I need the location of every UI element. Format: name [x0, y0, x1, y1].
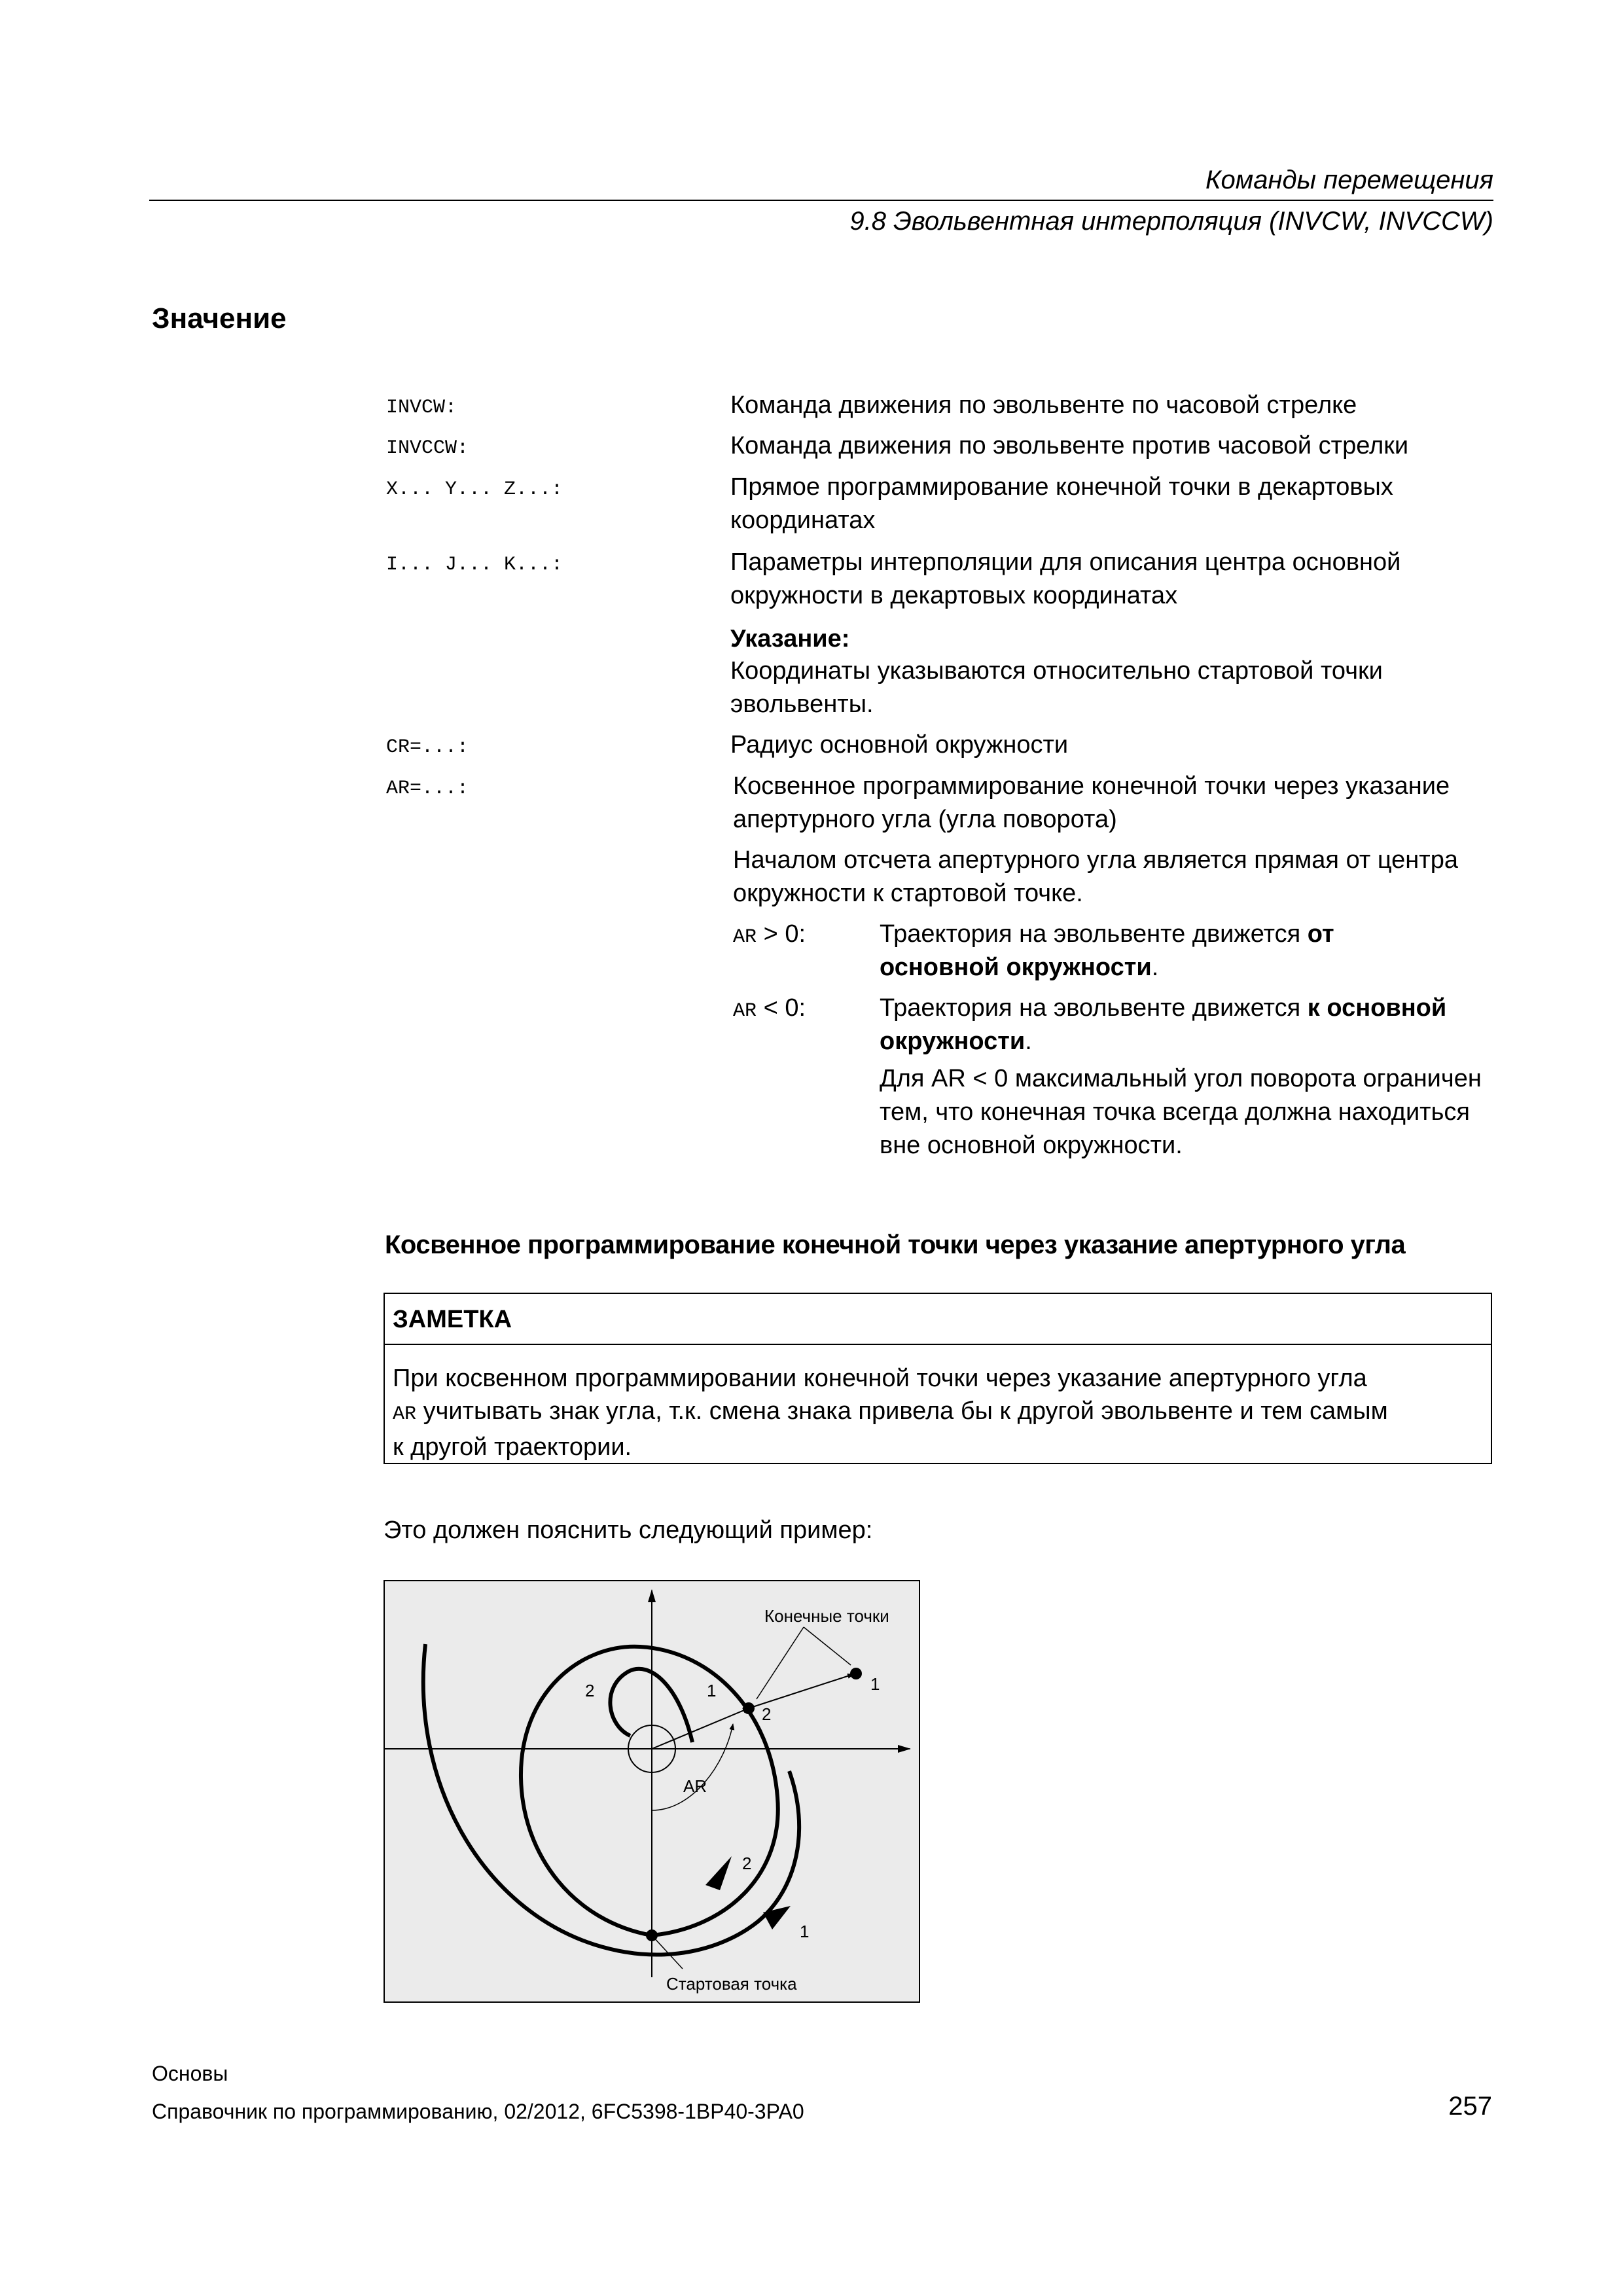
- note-title: ЗАМЕТКА: [393, 1306, 512, 1333]
- footer-reference: Справочник по программированию, 02/2012, 6FC5398-1BP40-3PA0: [152, 2100, 804, 2123]
- involute-figure: [383, 1580, 920, 2003]
- desc-invcw: Команда движения по эвольвенте по часовой стрелке: [730, 391, 1357, 419]
- header-section: 9.8 Эвольвентная интерполяция (INVCW, INVCCW): [849, 207, 1493, 236]
- note-label: Указание:: [730, 625, 850, 653]
- ar-positive-term: [733, 918, 806, 954]
- ar-positive-desc: [880, 918, 1508, 984]
- ar-positive-text: Траектория на эвольвенте движется: [880, 920, 1308, 948]
- note-body: [393, 1362, 1486, 1463]
- direction-arrow-1: [763, 1906, 791, 1929]
- ar-code: AR: [733, 1000, 757, 1022]
- section-title: Значение: [152, 302, 287, 334]
- label-ar: AR: [683, 1776, 707, 1796]
- label-curve-1: 1: [800, 1922, 810, 1941]
- note-text: Координаты указываются относительно стартовой точки эвольвенты.: [730, 657, 1383, 718]
- ar-negative-extra: Для AR < 0 максимальный угол поворота ограничен тем, что конечная точка всегда должна находиться вне основной окружности.: [880, 1065, 1482, 1159]
- term-ar: AR=...:: [386, 778, 469, 800]
- desc-ar: Косвенное программирование конечной точки через указание апертурного угла (угла поворота): [733, 772, 1450, 833]
- ar-negative-post: .: [1025, 1028, 1032, 1055]
- label-end-points: Конечные точки: [764, 1606, 889, 1626]
- label-inner-1: 1: [707, 1681, 717, 1700]
- term-invccw: INVCCW:: [386, 437, 469, 459]
- ar-positive-bold-2: основной окружности: [880, 954, 1152, 981]
- label-start-point: Стартовая точка: [666, 1974, 797, 1994]
- ar-negative-text: Траектория на эвольвенте движется: [880, 994, 1308, 1022]
- direction-arrow-2: [705, 1856, 732, 1890]
- ar-negative-bold-1: к основной: [1307, 994, 1447, 1022]
- desc-ar-2: Началом отсчета апертурного угла является прямая от центра окружности к стартовой точке.: [733, 846, 1458, 907]
- label-curve-2: 2: [742, 1854, 752, 1873]
- note-line-3: к другой траектории.: [393, 1433, 632, 1461]
- header-rule: [149, 200, 1493, 201]
- desc-xyz: Прямое программирование конечной точки в декартовых координатах: [730, 473, 1393, 534]
- ar-negative-desc: [880, 992, 1508, 1058]
- note-line-1: При косвенном программировании конечной точки через указание апертурного угла: [393, 1365, 1367, 1392]
- radius-line-1: [749, 1674, 853, 1708]
- label-endpoint-1: 1: [870, 1674, 880, 1694]
- end-point-1: [850, 1668, 862, 1679]
- ar-negative-bold-2: окружности: [880, 1028, 1026, 1055]
- subheading: Косвенное программирование конечной точки через указание апертурного угла: [385, 1230, 1406, 1259]
- term-invcw: INVCW:: [386, 397, 457, 419]
- ar-cond: > 0:: [757, 920, 806, 948]
- intro-text: Это должен пояснить следующий пример:: [383, 1516, 873, 1544]
- callout-line-1: [804, 1627, 851, 1665]
- desc-invccw: Команда движения по эвольвенте против часовой стрелки: [730, 432, 1409, 459]
- label-inner-2: 2: [585, 1681, 595, 1700]
- ar-cond: < 0:: [757, 994, 806, 1022]
- note-divider: [385, 1344, 1491, 1345]
- note-line-2: учитывать знак угла, т.к. смена знака привела бы к другой эвольвенте и тем самым: [416, 1397, 1388, 1425]
- note-code: AR: [393, 1403, 417, 1426]
- term-cr: CR=...:: [386, 736, 469, 759]
- footer-title: Основы: [152, 2062, 228, 2085]
- header-chapter: Команды перемещения: [1205, 166, 1493, 194]
- involute-diagram: [385, 1581, 919, 2001]
- label-endpoint-2: 2: [762, 1704, 772, 1724]
- term-xyz: X... Y... Z...:: [386, 478, 563, 501]
- note-box: [383, 1293, 1492, 1464]
- desc-ijk: Параметры интерполяции для описания центра основной окружности в декартовых координатах: [730, 548, 1401, 609]
- page-number: 257: [1448, 2092, 1492, 2121]
- involute-curve-2: [521, 1647, 778, 1935]
- ar-positive-post: .: [1151, 954, 1159, 981]
- desc-cr: Радиус основной окружности: [730, 731, 1069, 759]
- callout-line-2: [757, 1627, 804, 1699]
- end-point-2: [743, 1702, 755, 1714]
- ar-positive-bold-1: от: [1307, 920, 1334, 948]
- radius-line-2: [652, 1708, 749, 1749]
- ar-negative-term: [733, 992, 806, 1028]
- ar-code: AR: [733, 926, 757, 948]
- term-ijk: I... J... K...:: [386, 554, 563, 576]
